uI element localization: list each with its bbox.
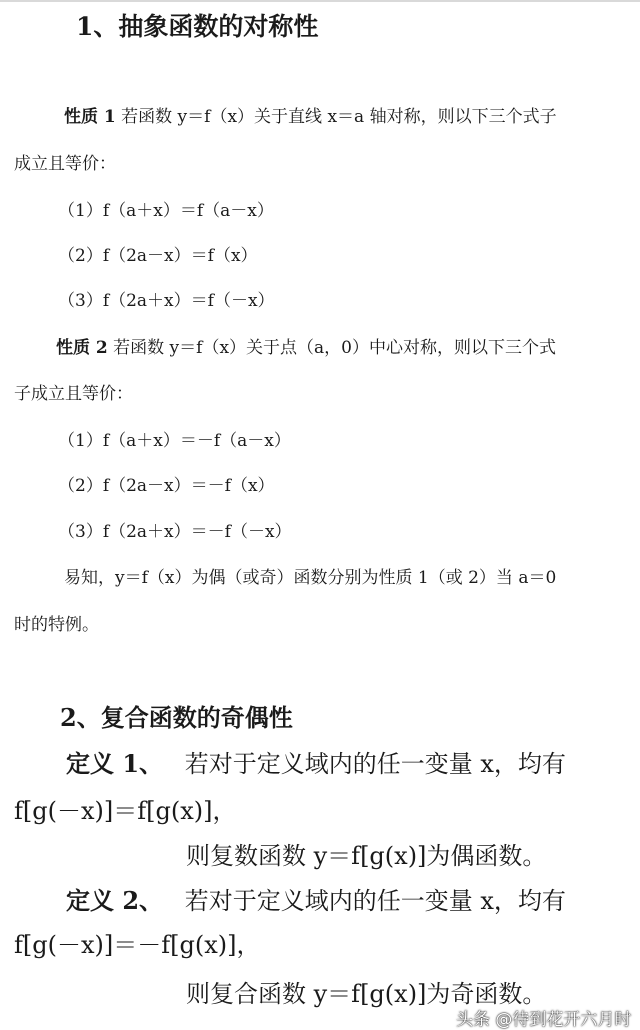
def1-line3: 则复数函数 y＝f[g(x)]为偶函数。 — [186, 842, 547, 870]
prop2-line2: 子成立且等价： — [14, 384, 133, 404]
prop2-formula-2: （2）f（2a－x）＝－f（x） — [58, 476, 275, 496]
def1-line2: f[g(－x)]＝f[g(x)]， — [14, 797, 237, 825]
prop1-line2: 成立且等价： — [14, 154, 116, 174]
section2-title: 2、复合函数的奇偶性 — [60, 703, 293, 732]
prop2-text: 若函数 y＝f（x）关于点（a，0）中心对称，则以下三个式 — [113, 338, 556, 358]
prop1-label: 性质 1 — [64, 107, 116, 127]
def1-label: 定义 1、 — [66, 749, 164, 778]
watermark: 头条 @待到花开六月时 — [456, 1010, 632, 1030]
def2-line1 — [66, 886, 566, 915]
top-border — [0, 0, 640, 2]
def2-text: 若对于定义域内的任一变量 x，均有 — [184, 887, 566, 915]
prop2-line1 — [56, 340, 556, 357]
prop2-formula-3: （3）f（2a＋x）＝－f（－x） — [58, 522, 292, 542]
prop1-text: 若函数 y＝f（x）关于直线 x＝a 轴对称，则以下三个式子 — [121, 107, 557, 127]
prop2-label: 性质 2 — [56, 338, 108, 358]
def2-label: 定义 2、 — [66, 886, 164, 915]
note-line2: 时的特例。 — [14, 615, 99, 635]
def1-line1 — [66, 749, 566, 778]
def1-text: 若对于定义域内的任一变量 x，均有 — [184, 750, 566, 778]
def2-line2: f[g(－x)]＝－f[g(x)]， — [14, 931, 261, 959]
note-line1: 易知，y＝f（x）为偶（或奇）函数分别为性质 1（或 2）当 a＝0 — [64, 568, 557, 588]
prop1-line1 — [64, 109, 557, 126]
prop1-formula-1: （1）f（a＋x）＝f（a－x） — [58, 201, 274, 221]
prop2-formula-1: （1）f（a＋x）＝－f（a－x） — [58, 431, 291, 451]
section1-title: 1、抽象函数的对称性 — [76, 12, 319, 41]
def2-line3: 则复合函数 y＝f[g(x)]为奇函数。 — [186, 980, 547, 1008]
prop1-formula-3: （3）f（2a＋x）＝f（－x） — [58, 291, 275, 311]
prop1-formula-2: （2）f（2a－x）＝f（x） — [58, 246, 258, 266]
